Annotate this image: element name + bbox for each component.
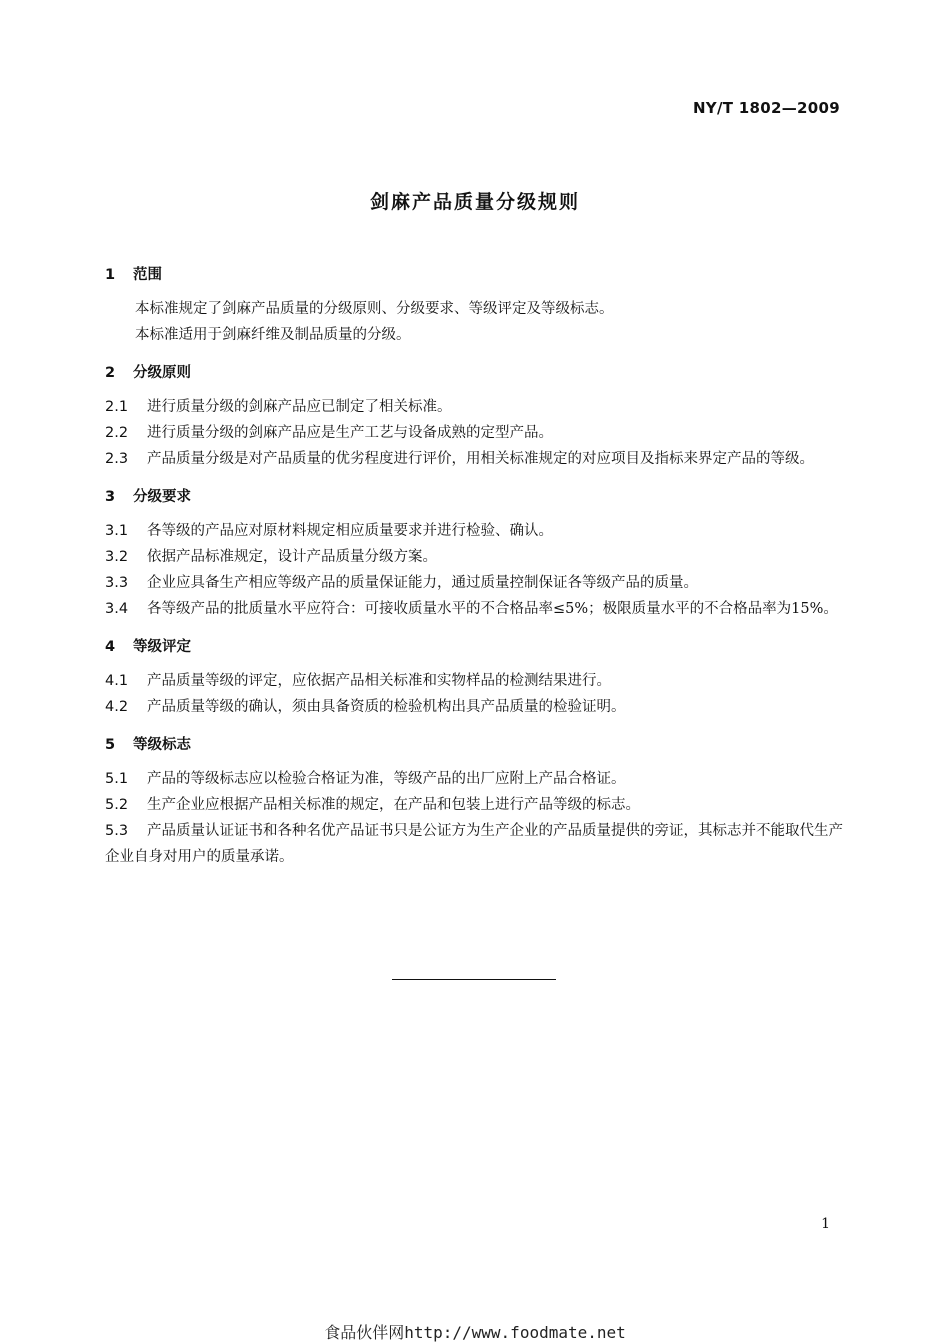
clause-text: 生产企业应根据产品相关标准的规定，在产品和包装上进行产品等级的标志。 bbox=[147, 797, 640, 813]
section-heading bbox=[105, 732, 845, 758]
section-scope bbox=[105, 262, 845, 348]
clause bbox=[105, 694, 845, 720]
page-number: 1 bbox=[821, 1216, 830, 1232]
clause-number: 5.2 bbox=[105, 797, 129, 813]
clause bbox=[105, 792, 845, 818]
clause bbox=[105, 766, 845, 792]
clause bbox=[105, 518, 845, 544]
section-number: 2 bbox=[105, 365, 116, 381]
clause-number: 2.1 bbox=[105, 399, 129, 415]
clause-text: 产品质量认证证书和各种名优产品证书只是公证方为生产企业的产品质量提供的旁证，其标志并不能取代生产企业自身对用户的质量承诺。 bbox=[105, 823, 843, 865]
section-grading-principles bbox=[105, 360, 845, 472]
section-title: 等级标志 bbox=[133, 737, 191, 753]
clause-text: 各等级产品的批质量水平应符合：可接收质量水平的不合格品率≤5%；极限质量水平的不合格品率为15%。 bbox=[147, 601, 838, 617]
clause-text: 产品的等级标志应以检验合格证为准，等级产品的出厂应附上产品合格证。 bbox=[147, 771, 626, 787]
section-title: 分级要求 bbox=[133, 489, 191, 505]
watermark-link[interactable]: 食品伙伴网http://www.foodmate.net bbox=[324, 1323, 626, 1342]
section-heading bbox=[105, 360, 845, 386]
clause bbox=[105, 818, 845, 870]
section-number: 4 bbox=[105, 639, 116, 655]
clause bbox=[105, 668, 845, 694]
clause-number: 3.3 bbox=[105, 575, 129, 591]
clause-number: 5.3 bbox=[105, 823, 129, 839]
section-heading bbox=[105, 634, 845, 660]
section-heading bbox=[105, 262, 845, 288]
standard-number: NY/T 1802—2009 bbox=[692, 99, 840, 117]
section-title: 等级评定 bbox=[133, 639, 191, 655]
section-grading-requirements bbox=[105, 484, 845, 622]
clause-text: 进行质量分级的剑麻产品应已制定了相关标准。 bbox=[147, 399, 452, 415]
clause-text: 依据产品标准规定，设计产品质量分级方案。 bbox=[147, 549, 437, 565]
clause-text: 企业应具备生产相应等级产品的质量保证能力，通过质量控制保证各等级产品的质量。 bbox=[147, 575, 698, 591]
end-rule-divider bbox=[392, 979, 556, 980]
clause bbox=[105, 446, 845, 472]
clause-number: 3.1 bbox=[105, 523, 129, 539]
clause bbox=[105, 596, 845, 622]
clause bbox=[105, 420, 845, 446]
clause-text: 产品质量等级的确认，须由具备资质的检验机构出具产品质量的检验证明。 bbox=[147, 699, 626, 715]
clause bbox=[105, 394, 845, 420]
clause-number: 4.1 bbox=[105, 673, 129, 689]
section-grade-marking bbox=[105, 732, 845, 870]
paragraph: 本标准规定了剑麻产品质量的分级原则、分级要求、等级评定及等级标志。 bbox=[135, 301, 614, 317]
section-heading bbox=[105, 484, 845, 510]
section-title: 范围 bbox=[133, 267, 162, 283]
clause-number: 2.2 bbox=[105, 425, 129, 441]
clause-number: 5.1 bbox=[105, 771, 129, 787]
section-number: 5 bbox=[105, 737, 116, 753]
clause-text: 产品质量等级的评定，应依据产品相关标准和实物样品的检测结果进行。 bbox=[147, 673, 611, 689]
clause-text: 产品质量分级是对产品质量的优劣程度进行评价，用相关标准规定的对应项目及指标来界定产品的等级。 bbox=[147, 451, 814, 467]
section-grade-assessment bbox=[105, 634, 845, 720]
section-title: 分级原则 bbox=[133, 365, 191, 381]
clause-number: 3.4 bbox=[105, 601, 129, 617]
paragraph: 本标准适用于剑麻纤维及制品质量的分级。 bbox=[135, 327, 411, 343]
clause-number: 2.3 bbox=[105, 451, 129, 467]
clause bbox=[105, 544, 845, 570]
clause-number: 3.2 bbox=[105, 549, 129, 565]
section-number: 1 bbox=[105, 267, 116, 283]
document-title: 剑麻产品质量分级规则 bbox=[369, 191, 580, 213]
clause-text: 进行质量分级的剑麻产品应是生产工艺与设备成熟的定型产品。 bbox=[147, 425, 553, 441]
clause bbox=[105, 570, 845, 596]
clause-number: 4.2 bbox=[105, 699, 129, 715]
document-body bbox=[105, 262, 845, 882]
section-number: 3 bbox=[105, 489, 116, 505]
clause-text: 各等级的产品应对原材料规定相应质量要求并进行检验、确认。 bbox=[147, 523, 553, 539]
